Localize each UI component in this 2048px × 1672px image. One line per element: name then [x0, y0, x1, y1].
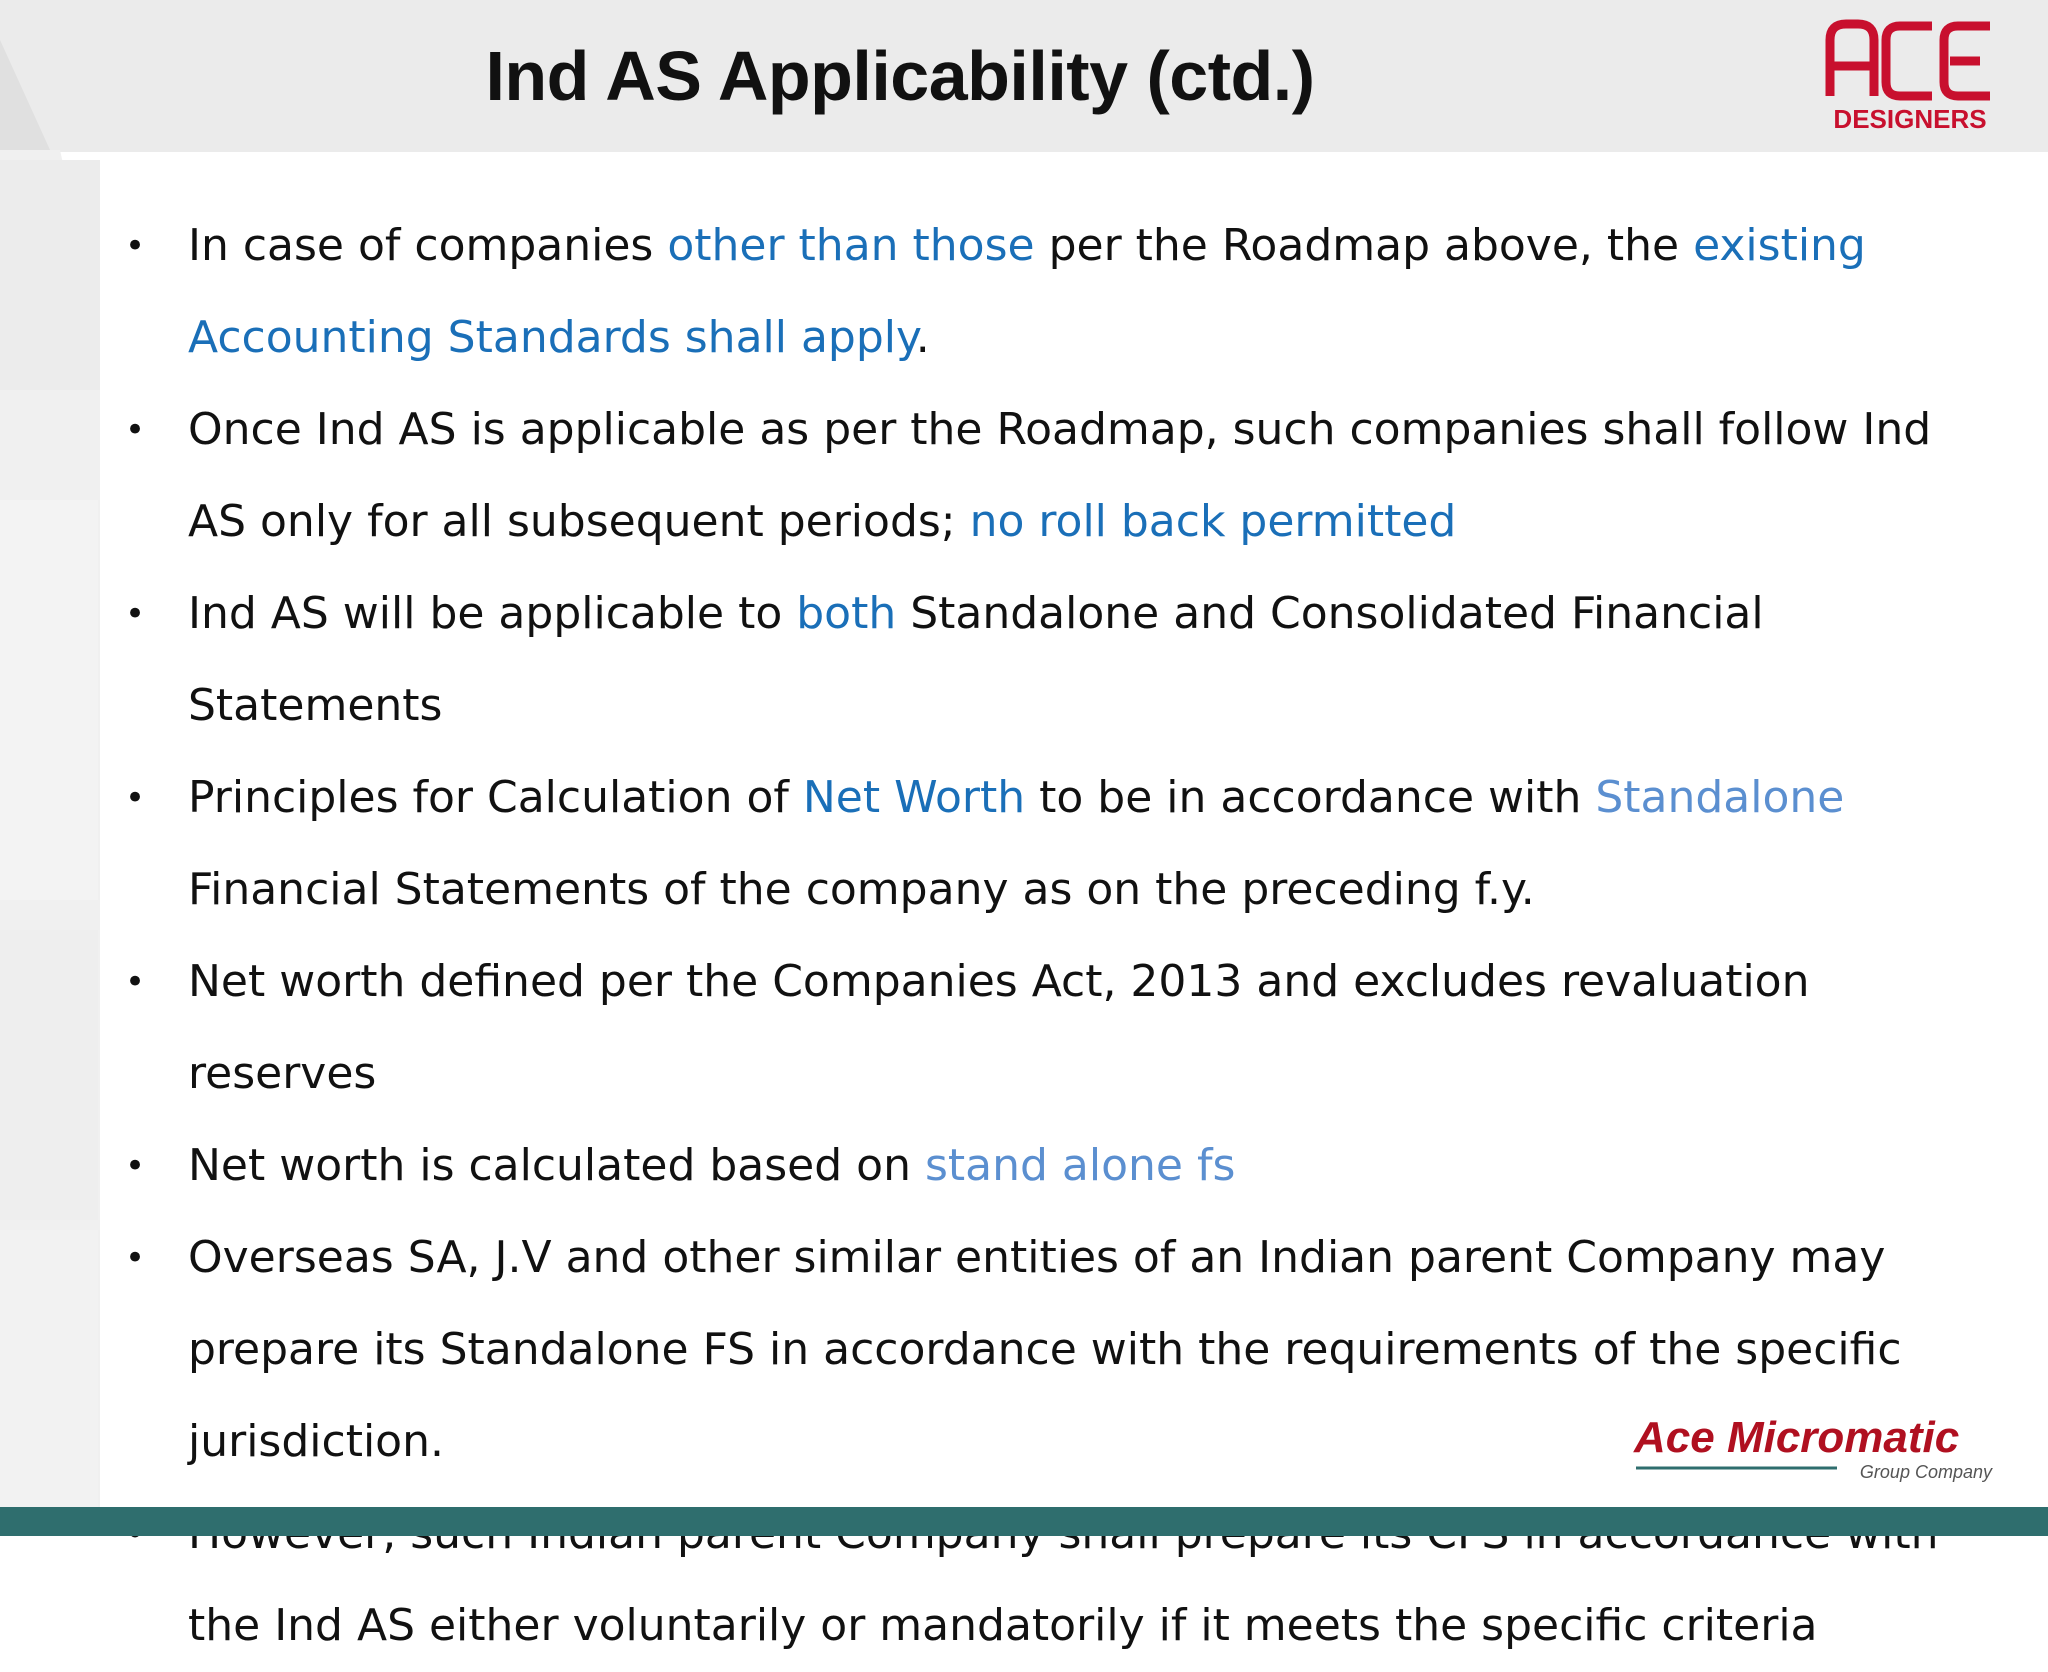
bullet-dot: • — [124, 1146, 146, 1186]
bullet-text-segment: Overseas SA, J.V and other similar entities of an Indian parent Company may prepare its Standalone FS in accordance with the requirements of the specific jurisdiction. — [188, 1232, 1902, 1467]
bullet-dot: • — [124, 226, 146, 266]
bullet-text-segment: Financial Statements of the company as on the preceding f.y. — [188, 864, 1535, 915]
bullet-text-segment: per the Roadmap above, the — [1034, 220, 1694, 271]
bullet-item — [120, 200, 1950, 384]
bullet-highlight: Standalone — [1595, 772, 1845, 823]
bullet-item — [120, 752, 1950, 936]
bullet-text-segment: Standalone and Consolidated Financial Statements — [188, 588, 1764, 731]
bullet-text-segment: . — [915, 312, 930, 363]
bullet-text-segment: Net worth is calculated based on — [188, 1140, 925, 1191]
bullet-highlight: both — [796, 588, 897, 639]
ace-micromatic-wordmark: Ace Micromatic — [1634, 1413, 1960, 1462]
bullet-dot: • — [124, 778, 146, 818]
bullet-highlight: existing Accounting Standards shall apply — [188, 220, 1866, 363]
bullet-highlight: no roll back permitted — [969, 496, 1457, 547]
bullet-item — [120, 936, 1950, 1120]
bullet-highlight: Net Worth — [802, 772, 1026, 823]
footer-bar — [0, 1507, 2048, 1536]
bullet-item — [120, 568, 1950, 752]
ace-micromatic-logo — [1632, 1408, 2002, 1488]
bullet-text-segment: In case of companies — [188, 220, 668, 271]
bullet-highlight: other than those — [667, 220, 1035, 271]
bullet-text-segment: Once Ind AS is applicable as per the Roadmap, such companies shall follow Ind AS only for all subsequent periods; — [188, 404, 1932, 547]
ace-designers-caption: DESIGNERS — [1833, 104, 1987, 134]
bullet-highlight: stand alone fs — [924, 1140, 1236, 1191]
slide-title: Ind AS Applicability (ctd.) — [485, 37, 1315, 115]
bullet-text-segment: the Ind AS either voluntarily or mandatorily if it meets the specific criteria — [188, 1600, 1818, 1651]
bullet-text-segment: Ind AS will be applicable to — [188, 588, 797, 639]
bullet-text-segment: to be in accordance with — [1025, 772, 1596, 823]
ace-designers-logo — [1820, 16, 2000, 136]
bullet-dot: • — [124, 410, 146, 450]
bullet-item — [120, 1120, 1950, 1212]
bullet-dot: • — [124, 594, 146, 634]
bullet-text-segment: Net worth defined per the Companies Act, 2013 and excludes revaluation reserves — [188, 956, 1810, 1099]
bullet-item — [120, 384, 1950, 568]
bullet-dot: • — [124, 1238, 146, 1278]
bullet-dot: • — [124, 962, 146, 1002]
ace-micromatic-caption: Group Company — [1859, 1462, 1992, 1482]
bullet-text-segment: Principles for Calculation of — [188, 772, 803, 823]
